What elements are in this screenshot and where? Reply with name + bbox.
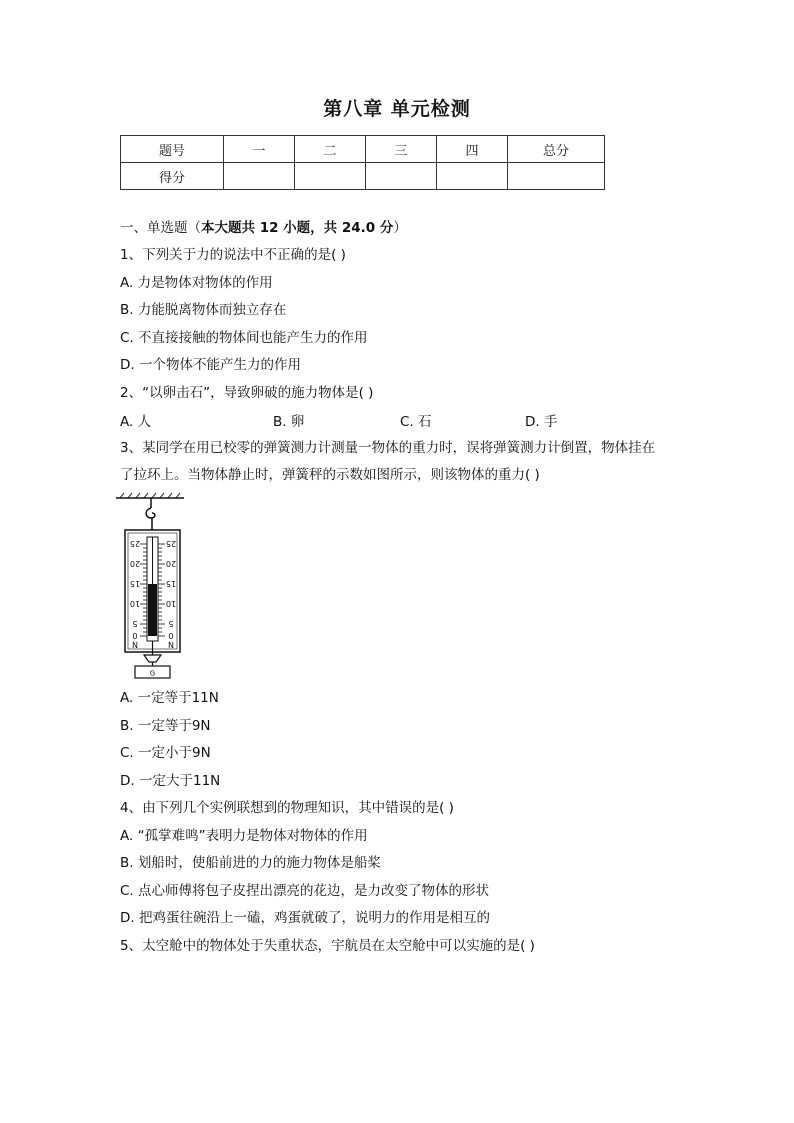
score-table	[120, 135, 605, 190]
score-cell	[437, 163, 508, 190]
scale-unit-right: N	[168, 640, 174, 649]
question-1-option-b: B. 力能脱离物体而独立存在	[120, 302, 287, 318]
scale-label-right: 15	[165, 579, 177, 588]
scale-unit-left: N	[132, 640, 138, 649]
section-title-bold: 本大题共 12 小题，共 24.0 分	[201, 220, 394, 236]
scale-label-left: 15	[129, 579, 141, 588]
question-4-stem: 4、由下列几个实例联想到的物理知识，其中错误的是( )	[120, 800, 454, 816]
scale-label-left: 20	[129, 559, 141, 568]
score-cell	[508, 163, 605, 190]
scale-label-right: 20	[165, 559, 177, 568]
scale-label-left: 25	[129, 539, 141, 548]
question-4-option-d: D. 把鸡蛋往碗沿上一磕，鸡蛋就破了，说明力的作用是相互的	[120, 910, 490, 926]
table-header-cell: 一	[224, 136, 295, 163]
question-1-option-a: A. 力是物体对物体的作用	[120, 275, 273, 291]
question-1-option-c: C. 不直接接触的物体间也能产生力的作用	[120, 330, 368, 346]
question-2-option-c: C. 石	[400, 414, 432, 430]
question-2-option-a: A. 人	[120, 414, 152, 430]
hook-icon	[146, 508, 155, 518]
question-3-stem-line2: 了拉环上。当物体静止时，弹簧秤的示数如图所示，则该物体的重力( )	[120, 467, 540, 483]
table-header-cell: 总分	[508, 136, 605, 163]
weight-label: G	[149, 669, 156, 678]
question-3-option-b: B. 一定等于9N	[120, 718, 211, 734]
section-title	[120, 218, 407, 238]
question-2-options	[120, 410, 680, 430]
table-header-cell: 题号	[121, 136, 224, 163]
question-1-option-d: D. 一个物体不能产生力的作用	[120, 357, 301, 373]
scale-label-left: 5	[132, 619, 138, 628]
spring-scale-figure	[112, 492, 196, 680]
question-2-option-b: B. 卵	[273, 414, 305, 430]
scale-label-right: 10	[165, 599, 177, 608]
table-header-cell: 四	[437, 136, 508, 163]
question-5-stem: 5、太空舱中的物体处于失重状态，宇航员在太空舱中可以实施的是( )	[120, 938, 535, 954]
question-3-option-d: D. 一定大于11N	[120, 773, 221, 789]
question-2-stem: 2、“以卵击石”，导致卵破的施力物体是( )	[120, 385, 374, 401]
scale-label-left: 0	[132, 631, 138, 640]
table-header-cell: 三	[366, 136, 437, 163]
scale-label-right: 0	[168, 631, 174, 640]
score-cell	[366, 163, 437, 190]
question-1-stem: 1、下列关于力的说法中不正确的是( )	[120, 247, 346, 263]
page-title: 第八章 单元检测	[323, 98, 471, 120]
score-table-header-row	[121, 136, 605, 163]
score-table-score-row	[121, 163, 605, 190]
question-4-option-b: B. 划船时，使船前进的力的施力物体是船桨	[120, 855, 381, 871]
question-2-option-d: D. 手	[525, 414, 558, 430]
scale-label-right: 25	[165, 539, 177, 548]
question-3-option-c: C. 一定小于9N	[120, 745, 211, 761]
score-cell	[295, 163, 366, 190]
scale-label-left: 10	[129, 599, 141, 608]
ring-icon	[144, 655, 161, 662]
table-row-label: 得分	[121, 163, 224, 190]
spring-coil	[148, 584, 157, 636]
question-3-stem-line1: 3、某同学在用已校零的弹簧测力计测量一物体的重力时，误将弹簧测力计倒置，物体挂在	[120, 440, 656, 456]
question-3-option-a: A. 一定等于11N	[120, 690, 219, 706]
section-title-prefix: 一、单选题（	[120, 220, 201, 236]
question-4-option-c: C. 点心师傅将包子皮捏出漂亮的花边，是力改变了物体的形状	[120, 883, 490, 899]
section-title-suffix: ）	[393, 220, 407, 236]
score-cell	[224, 163, 295, 190]
question-4-option-a: A. “孤掌难鸣”表明力是物体对物体的作用	[120, 828, 368, 844]
table-header-cell: 二	[295, 136, 366, 163]
scale-label-right: 5	[168, 619, 174, 628]
